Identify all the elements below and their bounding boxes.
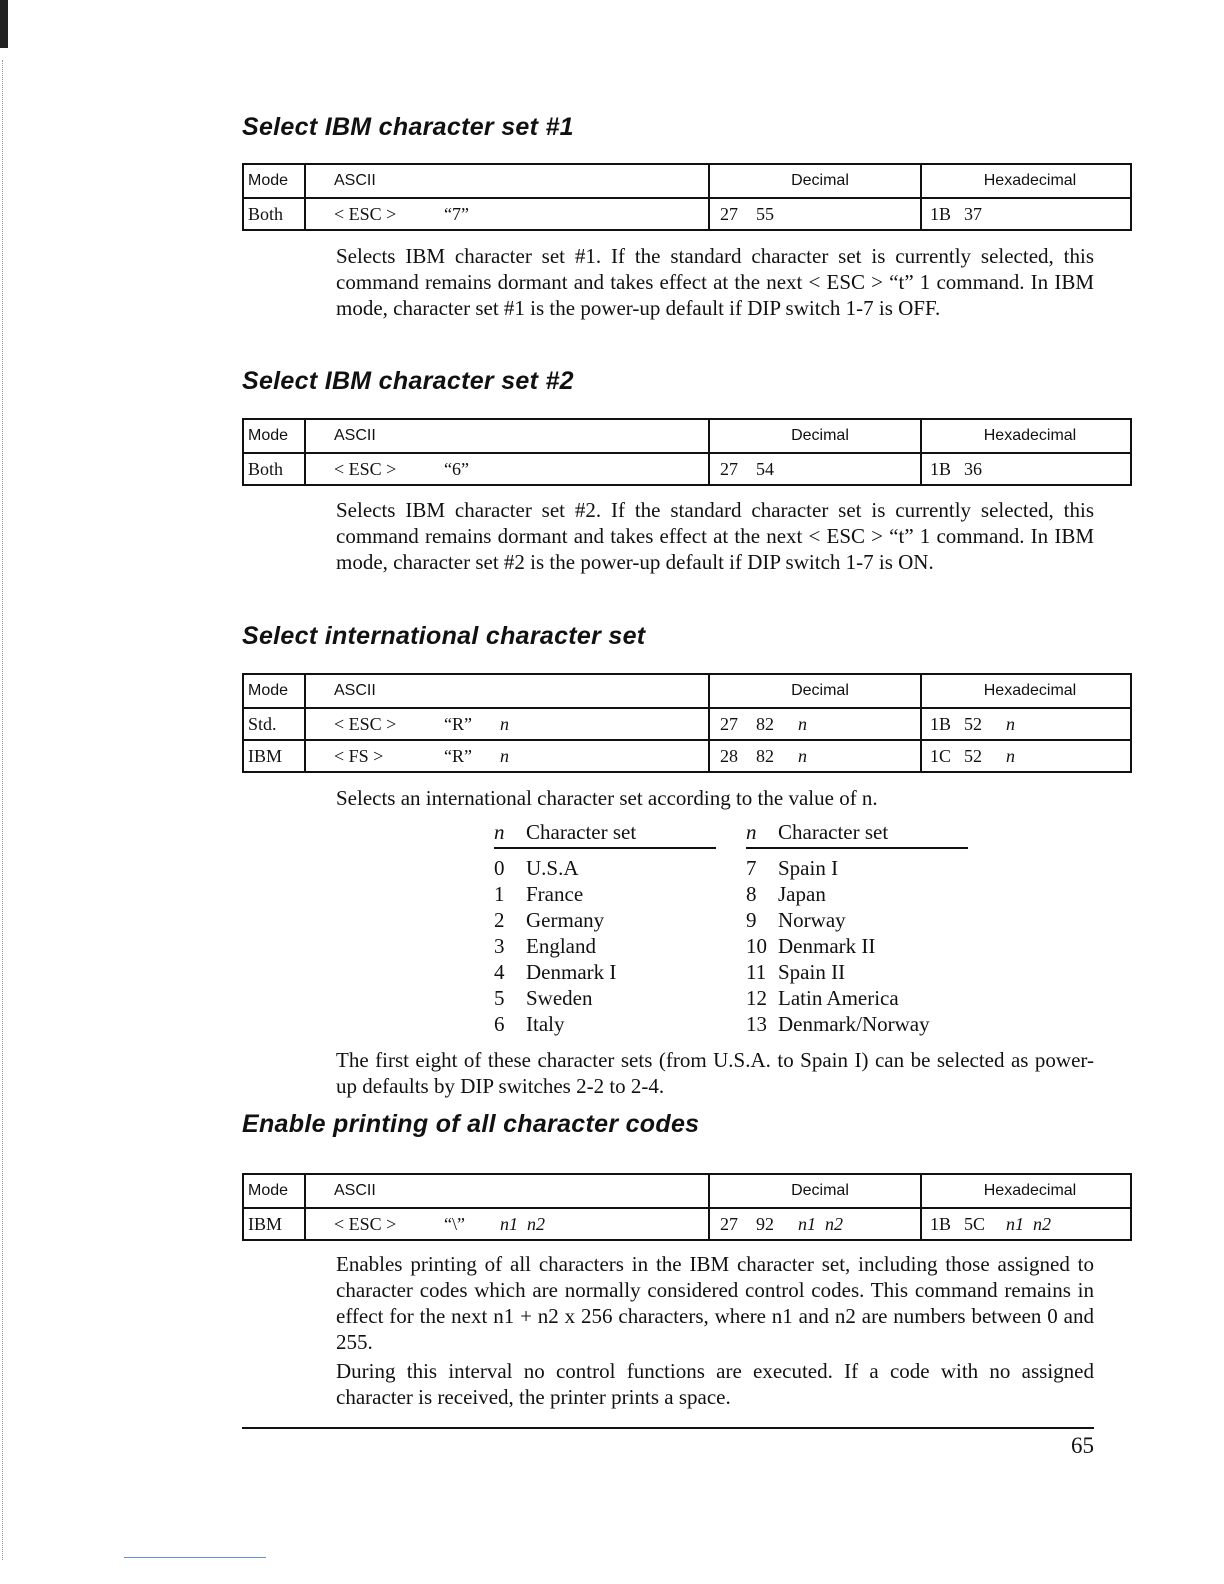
- list-item: 4 Denmark I: [494, 960, 617, 984]
- header-ascii: ASCII: [305, 1174, 709, 1208]
- cell-ascii: < ESC > “6”: [305, 453, 709, 485]
- list-item: 3 England: [494, 934, 596, 958]
- table-row: [243, 198, 1131, 230]
- list-item: 8 Japan: [746, 882, 826, 906]
- header-decimal: Decimal: [709, 674, 921, 708]
- cell-decimal: 27 92 n1 n2: [709, 1208, 921, 1240]
- header-decimal: Decimal: [709, 164, 921, 198]
- cell-ascii: < ESC > “7”: [305, 198, 709, 230]
- cell-hexadecimal: 1C 52 n: [921, 740, 1131, 772]
- header-ascii: ASCII: [305, 419, 709, 453]
- command-table: [242, 673, 1132, 773]
- charset-header-right: n Character set: [746, 819, 968, 849]
- section-title: Enable printing of all character codes: [242, 1110, 700, 1138]
- section-note: During this interval no control functions are executed. If a code with no assigned character is received, the printer prints a space.: [336, 1359, 1094, 1409]
- section-title: Select IBM character set #2: [242, 367, 574, 395]
- page-number: 65: [1071, 1433, 1094, 1458]
- header-decimal: Decimal: [709, 1174, 921, 1208]
- section-description: Enables printing of all characters in the IBM character set, including those assigned to character codes which are normally considered control codes. This command remains in effect for the next n1 + n2 x 256 characters, where n1 and n2 are numbers between 0 and 255.: [336, 1252, 1094, 1354]
- list-item: 11 Spain II: [746, 960, 846, 984]
- table-header-row: [243, 164, 1131, 198]
- cell-ascii: < ESC > “R” n: [305, 708, 709, 740]
- charset-header-left: n Character set: [494, 819, 716, 849]
- table-header-row: [243, 1174, 1131, 1208]
- list-item: 0 U.S.A: [494, 856, 579, 880]
- table-header-row: [243, 419, 1131, 453]
- section-description: Selects IBM character set #2. If the standard character set is currently selected, this command remains dormant and takes effect at the next < ESC > “t” 1 command. In IBM mode, character set #2 is the power-up default if DIP switch 1-7 is ON.: [336, 498, 1094, 574]
- table-row: [243, 740, 1131, 772]
- header-hexadecimal: Hexadecimal: [921, 164, 1131, 198]
- table-header-row: [243, 674, 1131, 708]
- section-description: Selects IBM character set #1. If the standard character set is currently selected, this command remains dormant and takes effect at the next < ESC > “t” 1 command. In IBM mode, character set #1 is the power-up default if DIP switch 1-7 is OFF.: [336, 244, 1094, 320]
- list-item: 1 France: [494, 882, 584, 906]
- cell-decimal: 27 55: [709, 198, 921, 230]
- footer-rule: [242, 1427, 1094, 1429]
- header-mode: Mode: [243, 1174, 305, 1208]
- header-mode: Mode: [243, 164, 305, 198]
- cell-decimal: 27 54: [709, 453, 921, 485]
- table-row: [243, 708, 1131, 740]
- command-table: [242, 163, 1132, 231]
- cell-mode: IBM: [243, 1208, 305, 1240]
- list-item: 5 Sweden: [494, 986, 593, 1010]
- list-item: 10 Denmark II: [746, 934, 876, 958]
- charset-list-right: [746, 855, 930, 1037]
- header-hexadecimal: Hexadecimal: [921, 674, 1131, 708]
- command-table: [242, 1173, 1132, 1241]
- scan-mark: [124, 1557, 266, 1558]
- header-ascii: ASCII: [305, 674, 709, 708]
- cell-mode: Both: [243, 453, 305, 485]
- list-item: 9 Norway: [746, 908, 846, 932]
- section-note: The first eight of these character sets (from U.S.A. to Spain I) can be selected as power-up defaults by DIP switches 2-2 to 2-4.: [336, 1048, 1094, 1098]
- header-hexadecimal: Hexadecimal: [921, 1174, 1131, 1208]
- cell-decimal: 28 82 n: [709, 740, 921, 772]
- cell-hexadecimal: 1B 5C n1 n2: [921, 1208, 1131, 1240]
- header-decimal: Decimal: [709, 419, 921, 453]
- cell-decimal: 27 82 n: [709, 708, 921, 740]
- list-item: 2 Germany: [494, 908, 605, 932]
- cell-ascii: < FS > “R” n: [305, 740, 709, 772]
- charset-list-left: [494, 855, 616, 1037]
- cell-hexadecimal: 1B 52 n: [921, 708, 1131, 740]
- header-ascii: ASCII: [305, 164, 709, 198]
- list-item: 12 Latin America: [746, 986, 899, 1010]
- list-item: 6 Italy: [494, 1012, 565, 1036]
- section-title: Select international character set: [242, 622, 646, 650]
- table-row: [243, 1208, 1131, 1240]
- table-row: [243, 453, 1131, 485]
- list-item: 13 Denmark/Norway: [746, 1012, 930, 1036]
- page-edge-dots: [2, 60, 6, 1560]
- cell-hexadecimal: 1B 37: [921, 198, 1131, 230]
- cell-ascii: < ESC > “\” n1 n2: [305, 1208, 709, 1240]
- cell-mode: IBM: [243, 740, 305, 772]
- header-hexadecimal: Hexadecimal: [921, 419, 1131, 453]
- header-mode: Mode: [243, 674, 305, 708]
- cell-hexadecimal: 1B 36: [921, 453, 1131, 485]
- command-table: [242, 418, 1132, 486]
- section-title: Select IBM character set #1: [242, 113, 574, 141]
- section-description: Selects an international character set according to the value of n.: [336, 786, 878, 810]
- list-item: 7 Spain I: [746, 856, 839, 880]
- cell-mode: Both: [243, 198, 305, 230]
- header-mode: Mode: [243, 419, 305, 453]
- cell-mode: Std.: [243, 708, 305, 740]
